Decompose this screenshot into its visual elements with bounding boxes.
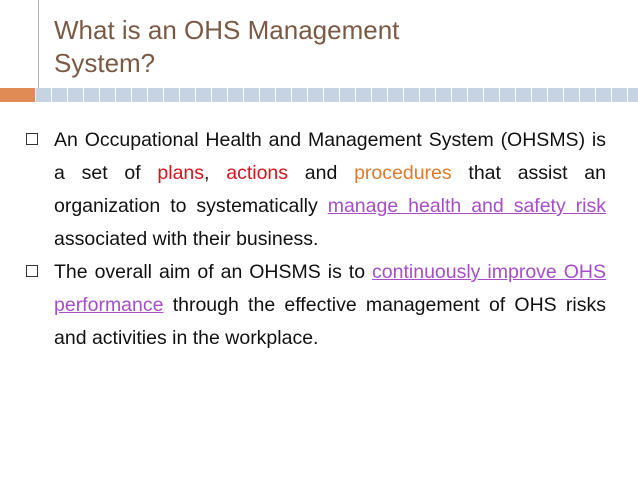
bullet-item-2: [22, 256, 606, 355]
bullet-1-text-cont: that assist an organization to systematically: [54, 162, 606, 217]
bullet-2-text: The overall aim of an OHSMS is to: [54, 261, 373, 283]
link-continuously-improve[interactable]: continuously improve OHS performance: [54, 261, 606, 316]
square-bullet-icon: [26, 265, 38, 277]
square-bullet-icon: [26, 133, 38, 145]
highlight-actions: actions: [226, 162, 289, 184]
bullet-text-2: [54, 256, 606, 355]
bullet-item-1: [22, 124, 606, 256]
slide-title: [54, 14, 614, 80]
band-accent-block: [0, 88, 35, 102]
bullet-1-and: and: [288, 162, 355, 184]
slide-body: [22, 124, 606, 355]
highlight-procedures: procedures: [354, 162, 452, 184]
decorative-band: [0, 88, 638, 102]
title-line-2: System?: [54, 48, 156, 78]
bullet-1-comma: ,: [204, 162, 227, 184]
link-manage-health-safety-risk[interactable]: manage health and safety risk: [327, 195, 606, 217]
bullet-2-text-end: through the effective management of OHS risks and activities in the workplace.: [54, 294, 606, 349]
title-line-1: What is an OHS Management: [54, 15, 400, 45]
left-decorative-rule: [38, 0, 39, 88]
bullet-1-text: An Occupational Health and Management System (OHSMS) is a set of: [54, 129, 606, 184]
bullet-1-text-end: associated with their business.: [54, 228, 319, 250]
bullet-text-1: [54, 124, 606, 256]
band-grid: [35, 88, 638, 102]
highlight-plans: plans: [157, 162, 205, 184]
